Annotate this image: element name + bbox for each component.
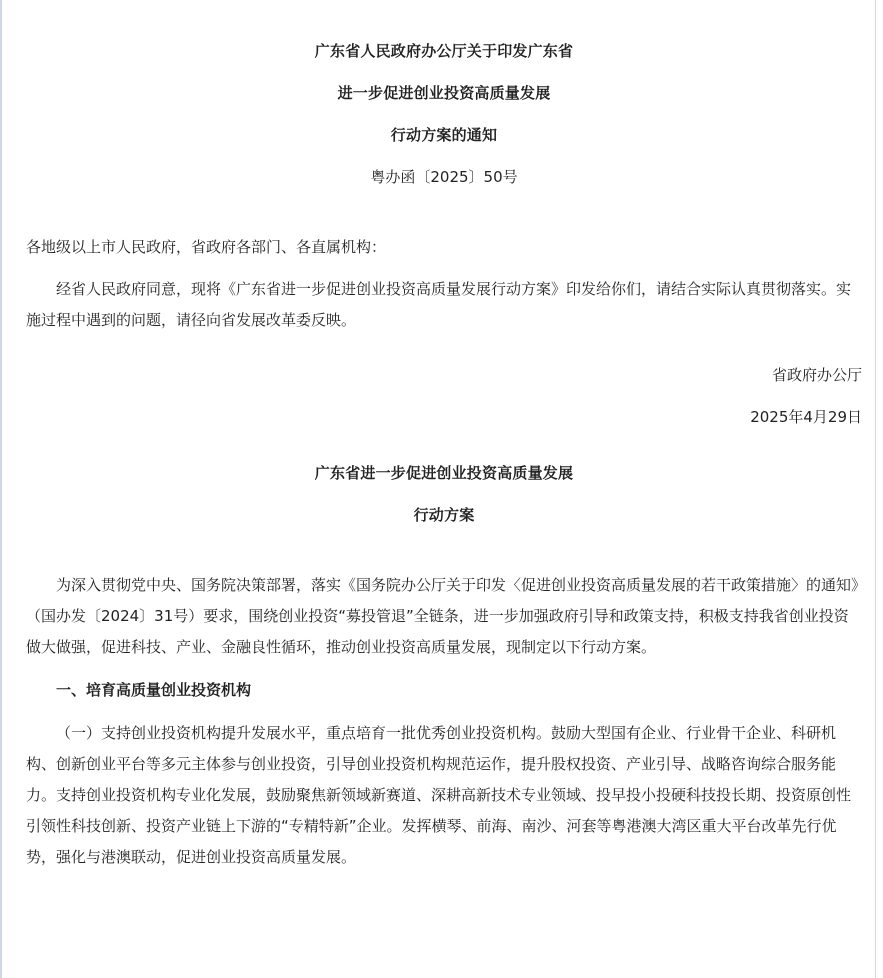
- notice-title-line-1: 广东省人民政府办公厅关于印发广东省: [314, 42, 574, 60]
- plan-title-line-2: 行动方案: [413, 506, 475, 524]
- spacer: [26, 336, 862, 360]
- spacer: [26, 536, 862, 570]
- issuer-line: 省政府办公厅: [771, 366, 862, 384]
- issue-date: 2025年4月29日: [750, 408, 862, 426]
- section-heading: 一、培育高质量创业投资机构: [56, 681, 252, 699]
- recipient-line: 各地级以上市人民政府，省政府各部门、各直属机构：: [26, 238, 387, 256]
- document-number: 粤办函〔2025〕50号: [370, 168, 518, 186]
- spacer: [26, 663, 862, 675]
- plan-title-line-1: 广东省进一步促进创业投资高质量发展: [314, 464, 574, 482]
- spacer: [26, 390, 862, 402]
- notice-body-paragraph: 经省人民政府同意，现将《广东省进一步促进创业投资高质量发展行动方案》印发给你们，请结合实际认真贯彻落实。实施过程中遇到的问题，请径向省发展改革委反映。: [26, 280, 852, 329]
- spacer: [26, 432, 862, 452]
- notice-title-line-2: 进一步促进创业投资高质量发展: [337, 84, 551, 102]
- plan-intro-paragraph: 为深入贯彻党中央、国务院决策部署，落实《国务院办公厅关于印发〈促进创业投资高质量发展的若干政策措施〉的通知》（国办发〔2024〕31号）要求，围绕创业投资“募投管退”全链条，进一步加强政府引导和政策支持，积极支持我省创业投资做大做强，促进科技、产业、金融良性循环，推动创业投资高质量发展，现制定以下行动方案。: [26, 576, 859, 656]
- spacer: [26, 198, 862, 232]
- section-item-paragraph: （一）支持创业投资机构提升发展水平，重点培育一批优秀创业投资机构。鼓励大型国有企业、行业骨干企业、科研机构、创新创业平台等多元主体参与创业投资，引导创业投资机构规范运作，提升股权投资、产业引导、战略咨询综合服务能力。支持创业投资机构专业化发展，鼓励聚焦新领域新赛道、深耕高新技术专业领域、投早投小投硬科技投长期、投资原创性引领性科技创新、投资产业链上下游的“专精特新”企业。发挥横琴、前海、南沙、河套等粤港澳大湾区重大平台改革先行优势，强化与港澳联动，促进创业投资高质量发展。: [26, 724, 852, 866]
- spacer: [26, 262, 862, 274]
- spacer: [26, 706, 862, 718]
- notice-title-line-3: 行动方案的通知: [390, 126, 498, 144]
- document-content: [26, 30, 862, 873]
